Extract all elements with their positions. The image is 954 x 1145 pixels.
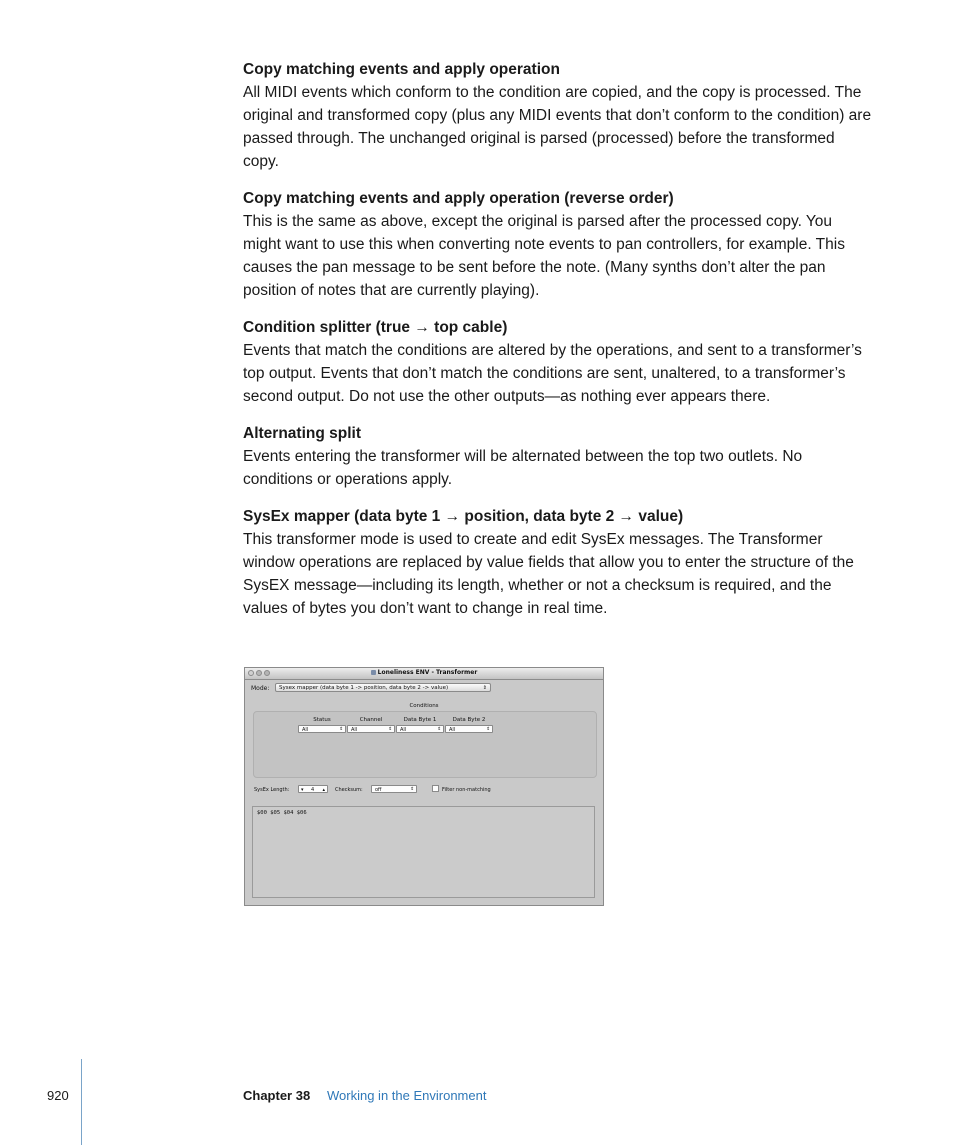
chevron-updown-icon: ⇕ xyxy=(410,787,414,792)
condition-label: Data Byte 1 xyxy=(403,717,437,723)
mode-select[interactable] xyxy=(275,683,491,692)
condition-select[interactable] xyxy=(445,725,493,733)
section-body: This transformer mode is used to create and edit SysEx messages. The Transformer window operations are replaced by value fields that allow you to enter the structure of the SysEX message—including its length, whether or not a checksum is required, and the values of bytes you don’t want to change in real time. xyxy=(243,531,854,617)
chapter-title-link[interactable]: Working in the Environment xyxy=(327,1088,487,1103)
section-body: All MIDI events which conform to the condition are copied, and the copy is processed. The original and transformed copy (plus any MIDI events that don’t conform to the condition) are passed through. The unchanged original is parsed (processed) before the transformed copy. xyxy=(243,84,872,170)
condition-data-byte-2 xyxy=(445,717,493,733)
condition-select[interactable] xyxy=(396,725,444,733)
condition-select[interactable] xyxy=(347,725,395,733)
mode-label: Mode: xyxy=(251,685,270,692)
condition-value: All xyxy=(351,727,358,733)
section-body: Events that match the conditions are altered by the operations, and sent to a transformer’s top output. Events that don’t match the conditions are sent, unaltered, to a transformer’s second output. Do not use the other outputs—as nothing ever appears there. xyxy=(243,342,862,405)
section-heading: SysEx mapper (data byte 1 → position, data byte 2 → value) xyxy=(243,508,684,525)
filter-non-matching-label: Filter non-matching xyxy=(442,787,491,793)
section-copy-matching-reverse xyxy=(243,187,873,302)
section-heading: Condition splitter (true → top cable) xyxy=(243,319,508,336)
chevron-updown-icon: ⇕ xyxy=(437,727,441,732)
condition-value: All xyxy=(302,727,309,733)
condition-channel xyxy=(347,717,395,733)
condition-status xyxy=(298,717,346,733)
stepper-down-icon[interactable]: ▾ xyxy=(301,787,304,793)
mode-select-value: Sysex mapper (data byte 1 -> position, data byte 2 -> value) xyxy=(279,685,449,691)
sysex-bytes-field[interactable] xyxy=(252,806,595,898)
sysex-bytes-text: $00 $05 $04 $06 xyxy=(257,810,307,816)
transformer-window-screenshot xyxy=(244,667,604,906)
sysex-length-stepper[interactable] xyxy=(298,785,328,793)
window-titlebar xyxy=(245,668,603,680)
condition-data-byte-1 xyxy=(396,717,444,733)
section-alternating-split xyxy=(243,422,873,491)
filter-non-matching-checkbox[interactable] xyxy=(432,785,439,792)
document-icon xyxy=(371,670,376,675)
checksum-value: off xyxy=(375,787,382,793)
window-title xyxy=(245,669,603,676)
chevron-updown-icon: ⇕ xyxy=(482,685,487,691)
section-copy-matching xyxy=(243,58,873,173)
sysex-options-row xyxy=(254,785,594,795)
section-heading: Copy matching events and apply operation xyxy=(243,61,560,78)
chevron-updown-icon: ⇕ xyxy=(339,727,343,732)
checksum-select[interactable] xyxy=(371,785,417,793)
checksum-label: Checksum: xyxy=(335,787,363,793)
condition-label: Data Byte 2 xyxy=(452,717,486,723)
sysex-length-value: 4 xyxy=(311,787,315,793)
condition-value: All xyxy=(400,727,407,733)
window-title-text: Loneliness ENV - Transformer xyxy=(377,669,478,676)
section-heading: Copy matching events and apply operation (reverse order) xyxy=(243,190,674,207)
page-number: 920 xyxy=(47,1088,69,1103)
footer-divider xyxy=(81,1059,82,1145)
conditions-title: Conditions xyxy=(409,703,439,709)
section-body: Events entering the transformer will be alternated between the top two outlets. No conditions or operations apply. xyxy=(243,448,803,488)
section-body: This is the same as above, except the original is parsed after the processed copy. You might want to use this when converting note events to pan controllers, for example. This causes the pan message to be sent before the note. (Many synths don’t alter the pan position of notes that are currently playing). xyxy=(243,213,845,299)
chapter-label: Chapter 38 xyxy=(243,1088,311,1103)
chevron-updown-icon: ⇕ xyxy=(486,727,490,732)
condition-label: Channel xyxy=(359,717,383,723)
sysex-length-label: SysEx Length: xyxy=(254,787,290,793)
section-heading: Alternating split xyxy=(243,425,361,442)
main-content xyxy=(243,58,873,634)
chevron-updown-icon: ⇕ xyxy=(388,727,392,732)
section-sysex-mapper xyxy=(243,505,873,620)
condition-select[interactable] xyxy=(298,725,346,733)
condition-value: All xyxy=(449,727,456,733)
condition-label: Status xyxy=(313,717,331,723)
section-condition-splitter xyxy=(243,316,873,408)
stepper-up-icon[interactable]: ▴ xyxy=(322,787,325,793)
